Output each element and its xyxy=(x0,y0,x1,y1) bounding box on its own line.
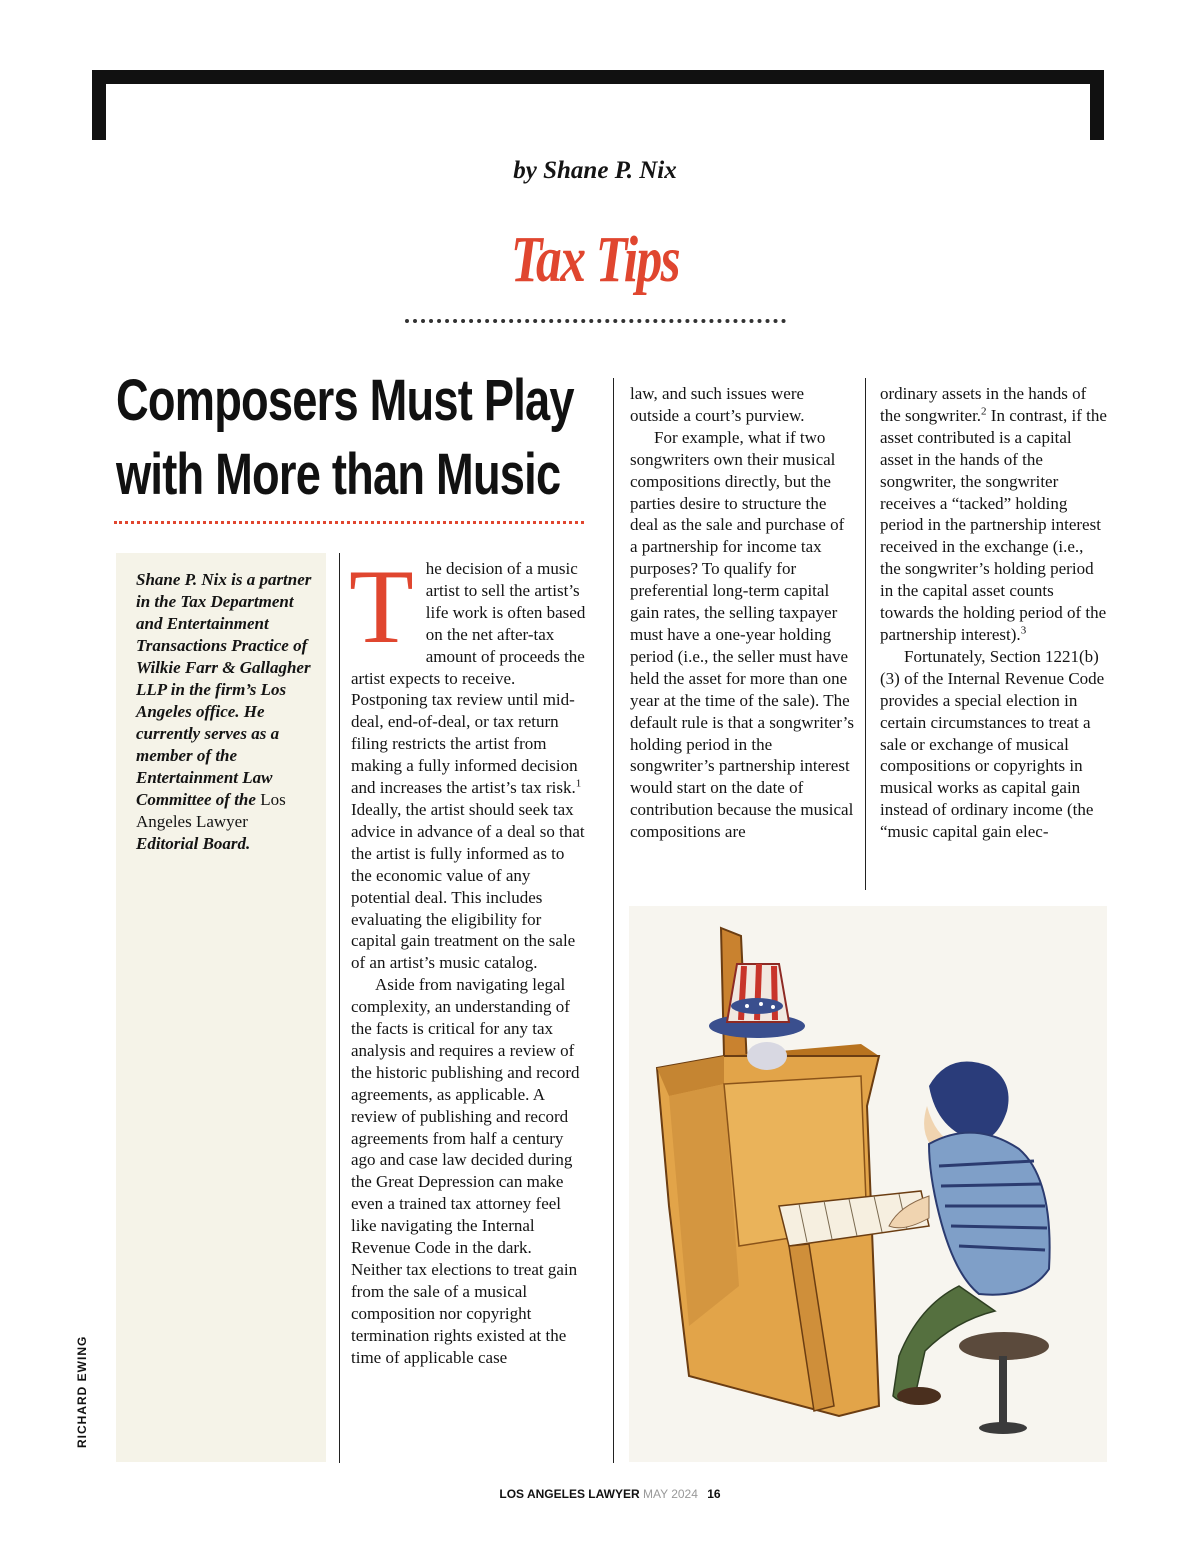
department-title: Tax Tips xyxy=(510,223,680,296)
drop-cap: T xyxy=(349,548,414,665)
column-rule xyxy=(339,553,340,1463)
footnote-ref: 3 xyxy=(1020,624,1027,637)
illustration-piano-player xyxy=(629,906,1107,1462)
paragraph: Ideally, the artist should seek tax advice in advance of a deal so that the artist is fully informed as to the economic value of any potential deal. This includes evaluating the eligibility for capital gain treatment on the sale of an artist’s music catalog. xyxy=(351,799,585,973)
headline-line-2: with More than Music xyxy=(116,442,561,507)
bio-publication: Los Angeles Lawyer xyxy=(136,790,286,831)
author-bio xyxy=(116,553,326,1462)
headline-dotted-rule xyxy=(114,521,584,524)
footnote-ref: 2 xyxy=(981,405,987,418)
paragraph: he decision of a music artist to sell the artist’s life work is often based on the net after-tax amount of proceeds the artist expects to receive. Postponing tax review until mid-deal, end-of-deal, or tax return filing restricts the artist from making a fully informed decision and increases the artist’s tax risk. xyxy=(351,559,586,798)
footnote-ref: 1 xyxy=(575,777,582,790)
frame-left-tick xyxy=(92,70,106,140)
paragraph: For example, what if two songwriters own their musical compositions directly, but the parties desire to structure the deal as the sale and purchase of a partnership for income tax purposes? To qualify for preferential long-term capital gain rates, the selling taxpayer must have a one-year holding period (i.e., the seller must have held the asset for more than one year at the time of the sale). The default rule is that a songwriter’s holding period in the songwriter’s partnership interest would start on the date of contribution because the musical compositions are xyxy=(630,427,854,842)
headline-line-1: Composers Must Play xyxy=(116,368,574,433)
column-rule xyxy=(865,378,866,890)
paragraph: Fortunately, Section 1221(b)(3) of the Internal Revenue Code provides a special election in certain circumstances to treat a sale or exchange of musical compositions or copyrights in musical works as capital gain instead of ordinary income (the “music capital gain elec- xyxy=(880,646,1105,842)
paragraph: law, and such issues were outside a court’s purview. xyxy=(630,384,805,425)
column-rule xyxy=(613,378,614,1463)
body-column-2 xyxy=(630,383,855,843)
byline: by Shane P. Nix xyxy=(513,157,677,184)
frame-top-bar xyxy=(92,70,1104,84)
illustration-image xyxy=(629,906,1107,1462)
photo-credit: RICHARD EWING xyxy=(75,1335,89,1448)
paragraph: In contrast, if the asset contributed is a capital asset in the hands of the songwriter, the songwriter receives a “tacked” holding period in the partnership interest received in the exchange (i.e., the songwriter’s holding period in the capital asset counts towards the holding period of the partnership interest). xyxy=(880,405,1107,644)
page-number: 16 xyxy=(707,1487,721,1501)
dotted-divider xyxy=(405,319,786,323)
body-column-3 xyxy=(880,383,1107,843)
header-frame xyxy=(92,70,1104,140)
footer-magazine: LOS ANGELES LAWYER xyxy=(499,1487,640,1501)
headline xyxy=(116,364,574,512)
body-column-1 xyxy=(349,548,586,1369)
footer-date: MAY 2024 xyxy=(642,1487,698,1501)
paragraph: ordinary assets in the hands of the songwriter. xyxy=(880,384,1087,425)
frame-right-tick xyxy=(1090,70,1104,140)
bio-text: Shane P. Nix is a partner in the Tax Department and Entertainment Transactions Practice of Wilkie Farr & Gallagher LLP in the firm’s Los Angeles office. He currently serves as a member of the Entertainment Law Committee of the xyxy=(136,570,312,809)
page-footer xyxy=(0,1487,1200,1501)
bio-text-end: Editorial Board. xyxy=(136,834,251,853)
paragraph: Aside from navigating legal complexity, an understanding of the facts is critical for any tax analysis and requires a review of the historic publishing and record agreements, as applicable. A review of publishing and record agreements from half a century ago and case law decided during the Great Depression can make even a trained tax attorney feel like navigating the Internal Revenue Code in the dark. Neither tax elections to treat gain from the sale of a musical composition nor copyright termination rights existed at the time of applicable case xyxy=(351,975,580,1367)
